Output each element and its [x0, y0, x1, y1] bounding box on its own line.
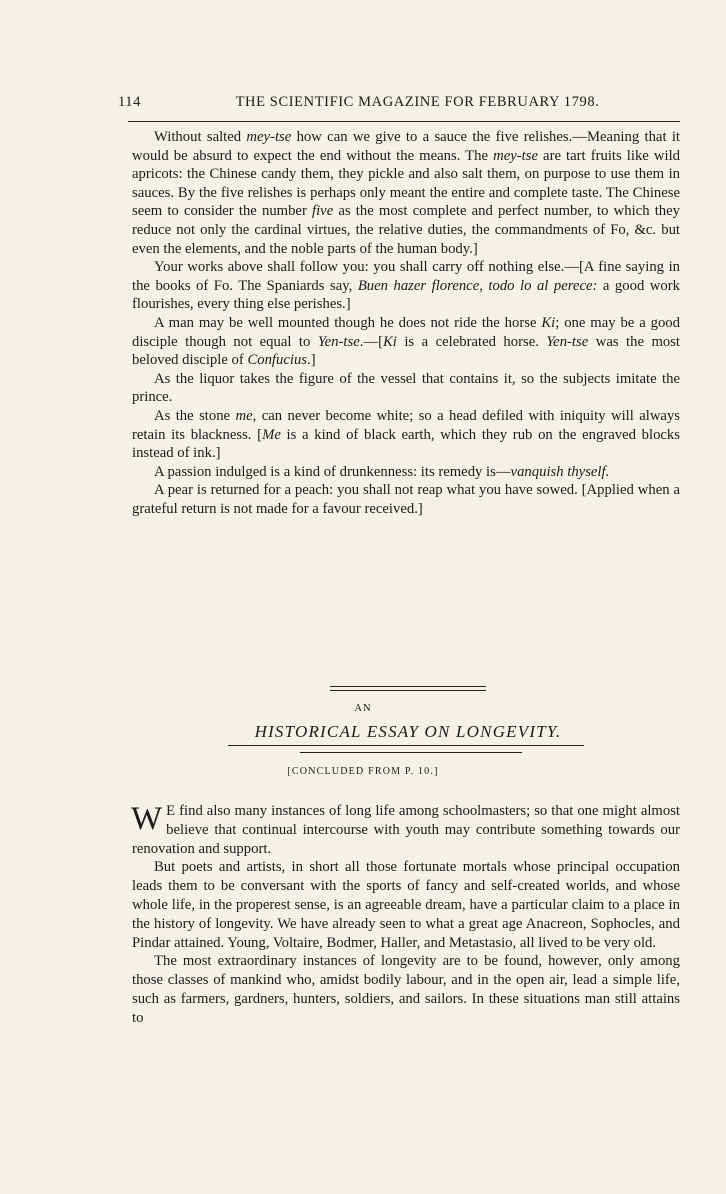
proverb-paragraph: [132, 481, 680, 518]
italic-term: Ki: [382, 333, 397, 350]
text-run: A pear is returned for a peach: you shall not reap what you have sowed. [Applied when a grateful return is not made for a favour received.]: [132, 482, 680, 517]
text-run: is a kind of black earth, which they rub on the engraved blocks instead of ink.]: [132, 426, 680, 462]
text-run: .]: [307, 352, 316, 369]
text-run: how can we give to a sauce the five relishes.—Meaning that it would be absurd to expect the end without the means. The: [132, 129, 680, 164]
italic-term: Confucius: [247, 352, 308, 369]
italic-term: Me: [262, 426, 281, 443]
essay-paragraph: [132, 802, 680, 858]
running-title: THE SCIENTIFIC MAGAZINE FOR FEBRUARY 1798.: [235, 94, 600, 110]
text-run: is a celebrated horse.: [396, 333, 547, 350]
title-rule: [228, 745, 584, 746]
essay-paragraph-text: E find also many instances of long life among schoolmasters; so that one might almost believe that continual intercourse with youth may contribute something towards our renovation and support.: [132, 803, 680, 857]
section-divider: [330, 690, 486, 691]
drop-cap: W: [131, 801, 163, 837]
text-run: Without salted: [154, 129, 247, 145]
text-run: As the stone: [154, 407, 236, 424]
proverb-paragraph: [132, 314, 680, 370]
page-header: [118, 94, 680, 111]
italic-term: mey-tse: [246, 129, 292, 145]
proverbs-section: [132, 128, 680, 518]
italic-term: Yen-tse: [317, 333, 360, 350]
text-run: are tart fruits like wild apricots: the Chinese candy them, they pickle and also salt them, on purpose to use them in sauces. By the five relishes is perhaps only meant the entire and complete taste. The Chinese seem to consider the number: [132, 147, 681, 220]
proverb-paragraph: [132, 463, 680, 482]
proverb-paragraph: [132, 128, 680, 258]
text-run: as the most complete and perfect number, to which they reduce not only the cardinal virtues, the relative duties, the commandments of Fo, &c. but even the elements, and the noble parts of the human body.]: [132, 203, 680, 257]
text-run: A passion indulged is a kind of drunkenness: its remedy is—: [154, 463, 511, 480]
essay-prefix: AN: [354, 703, 372, 714]
text-run: ; one may be a good disciple though not equal to: [132, 314, 680, 350]
text-run: A man may be well mounted though he does not ride the horse: [154, 314, 542, 331]
italic-term: Yen-tse: [546, 333, 589, 350]
text-run: , can never become white; so a head defiled with iniquity will always retain its blackness. [: [132, 407, 681, 443]
text-run: Your works above shall follow you: you shall carry off nothing else.—[A fine saying in the books of Fo. The Spaniards say,: [132, 259, 680, 294]
italic-term: five: [312, 203, 334, 220]
concluded-note: [CONCLUDED FROM P. 10.]: [287, 766, 439, 777]
essay-title: HISTORICAL ESSAY ON LONGEVITY.: [254, 722, 562, 741]
text-run: was the most beloved disciple of: [132, 333, 681, 369]
section-divider: [330, 686, 486, 687]
title-rule: [300, 752, 522, 753]
text-run: .—[: [359, 333, 383, 350]
essay-paragraph: The most extraordinary instances of longevity are to be found, however, only among those classes of mankind who, amidst bodily labour, and in the open air, lead a simple life, such as farmers, gardners, hunters, soldiers, and sailors. In these situations man still attains to: [132, 953, 680, 1026]
text-run: As the liquor takes the figure of the vessel that contains it, so the subjects imitate the prince.: [132, 370, 680, 406]
proverb-paragraph: [132, 370, 680, 407]
italic-term: me: [235, 407, 253, 424]
italic-term: mey-tse: [493, 147, 538, 164]
text-run: a good work flourishes, every thing else perishes.]: [132, 277, 680, 313]
italic-term: Buen hazer florence, todo lo al perece:: [357, 277, 598, 294]
essay-body: [132, 802, 680, 1028]
italic-term: vanquish thyself.: [510, 463, 610, 480]
proverb-paragraph: [132, 258, 680, 314]
essay-paragraph: But poets and artists, in short all those fortunate mortals whose principal occupation leads them to be conversant with the sports of fancy and self-created worlds, and whose whole life, in the properest sense, is an agreeable dream, have a particular claim to a place in the history of longevity. We have already seen to what a great age Anacreon, Sophocles, and Pindar attained. Young, Voltaire, Bodmer, Haller, and Metastasio, all lived to be very old.: [132, 859, 680, 951]
italic-term: Ki: [541, 314, 556, 331]
page-number: 114: [118, 94, 142, 110]
proverb-paragraph: [132, 407, 680, 463]
header-rule: [128, 121, 680, 122]
